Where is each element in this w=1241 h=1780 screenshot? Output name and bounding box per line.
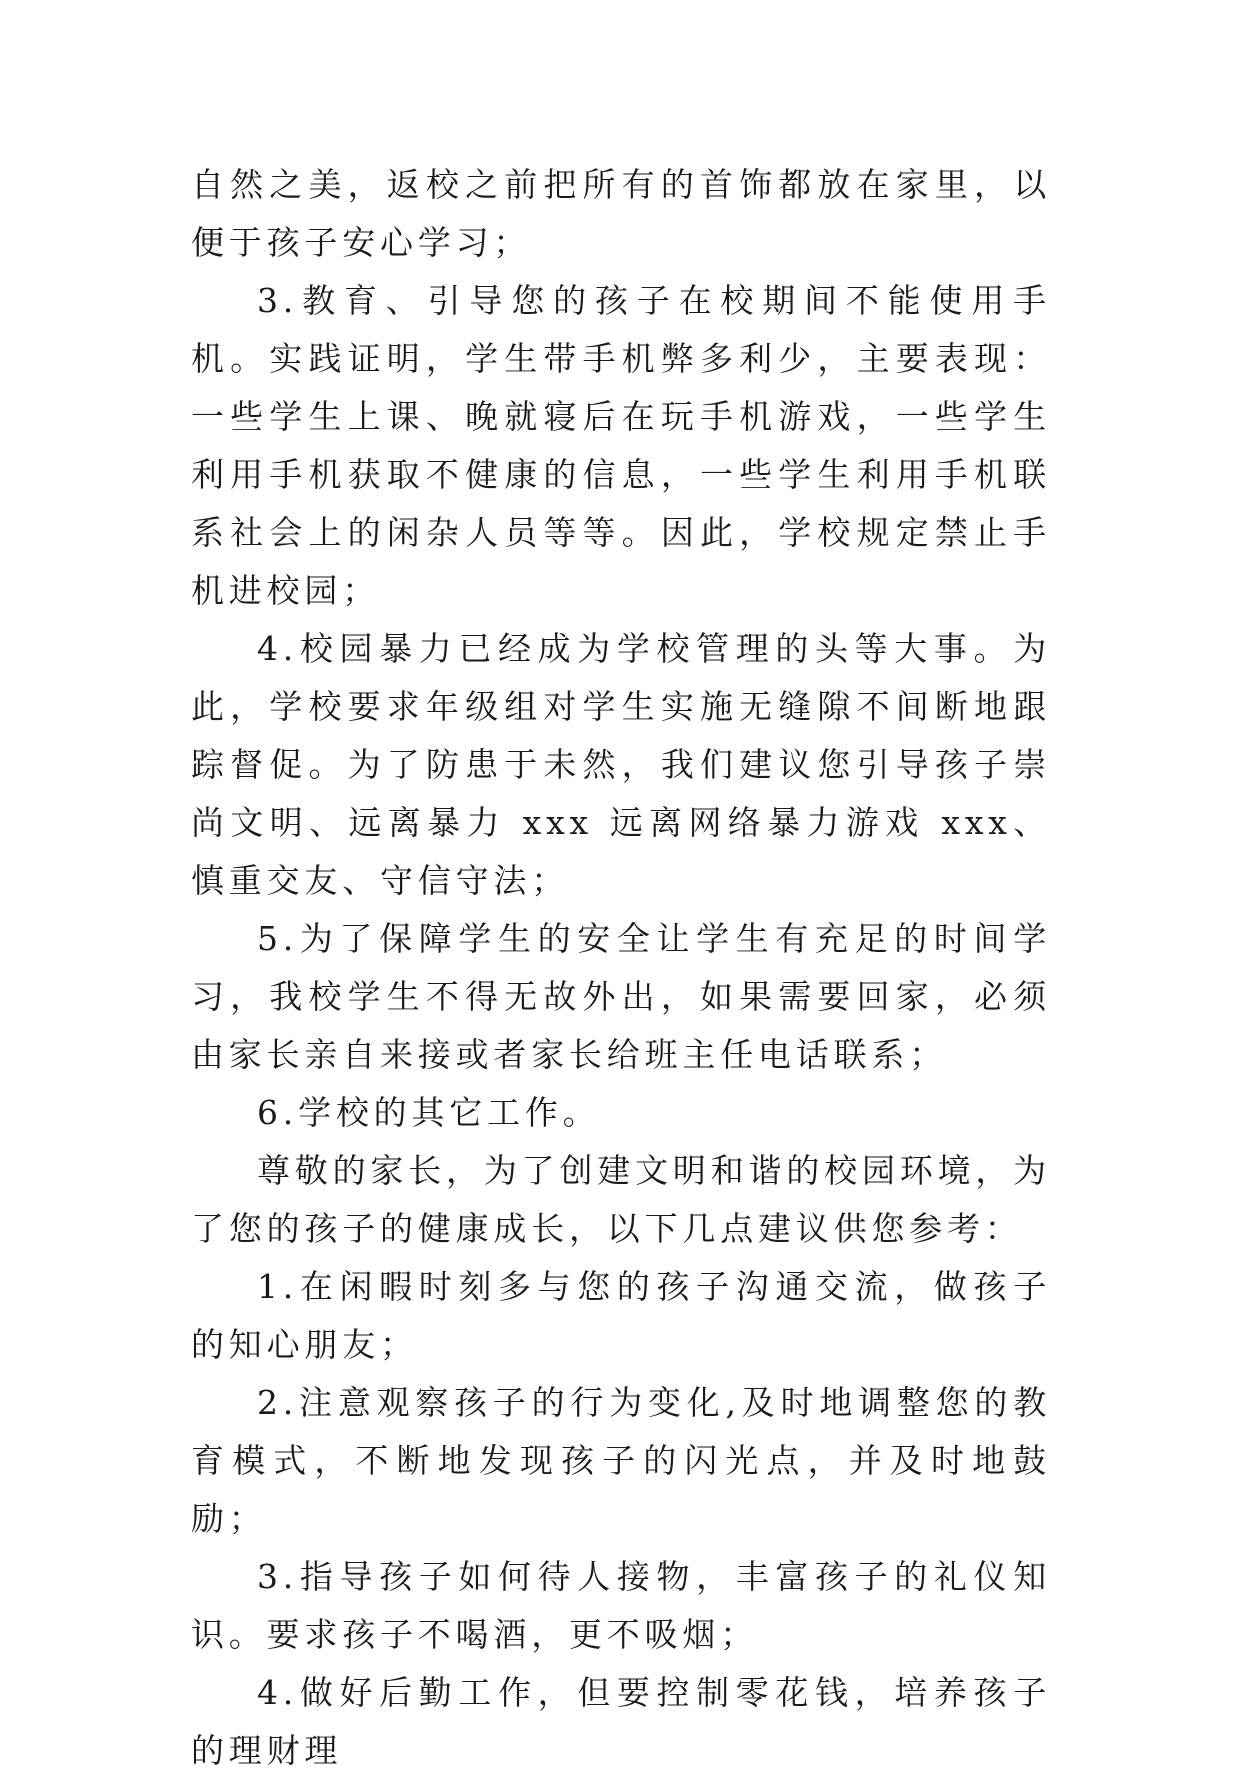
paragraph-2: 3.教育、引导您的孩子在校期间不能使用手机。实践证明，学生带手机弊多利少，主要表现：一些学生上课、晚就寝后在玩手机游戏，一些学生利用手机获取不健康的信息，一些学生利用手机联系社会上的闲杂人员等等。因此，学校规定禁止手机进校园； [191, 281, 1051, 610]
paragraph-5: 6.学校的其它工作。 [257, 1093, 601, 1132]
paragraph-6: 尊敬的家长，为了创建文明和谐的校园环境，为了您的孩子的健康成长，以下几点建议供您参考： [191, 1151, 1051, 1248]
document-body [191, 156, 1051, 1780]
paragraph-1: 自然之美，返校之前把所有的首饰都放在家里，以便于孩子安心学习； [191, 165, 1051, 262]
paragraph-4: 5.为了保障学生的安全让学生有充足的时间学习，我校学生不得无故外出，如果需要回家，必须由家长亲自来接或者家长给班主任电话联系； [191, 919, 1051, 1074]
paragraph-3: 4.校园暴力已经成为学校管理的头等大事。为此，学校要求年级组对学生实施无缝隙不间断地跟踪督促。为了防患于未然，我们建议您引导孩子崇尚文明、远离暴力 xxx 远离网络暴力游戏 xxx、慎重交友、守信守法； [191, 629, 1051, 900]
paragraph-7: 1.在闲暇时刻多与您的孩子沟通交流，做孩子的知心朋友； [191, 1267, 1051, 1364]
paragraph-8: 2.注意观察孩子的行为变化,及时地调整您的教育模式，不断地发现孩子的闪光点，并及时地鼓励； [191, 1383, 1051, 1538]
paragraph-10: 4.做好后勤工作，但要控制零花钱，培养孩子的理财理 [191, 1673, 1051, 1770]
paragraph-9: 3.指导孩子如何待人接物，丰富孩子的礼仪知识。要求孩子不喝酒，更不吸烟； [191, 1557, 1051, 1654]
